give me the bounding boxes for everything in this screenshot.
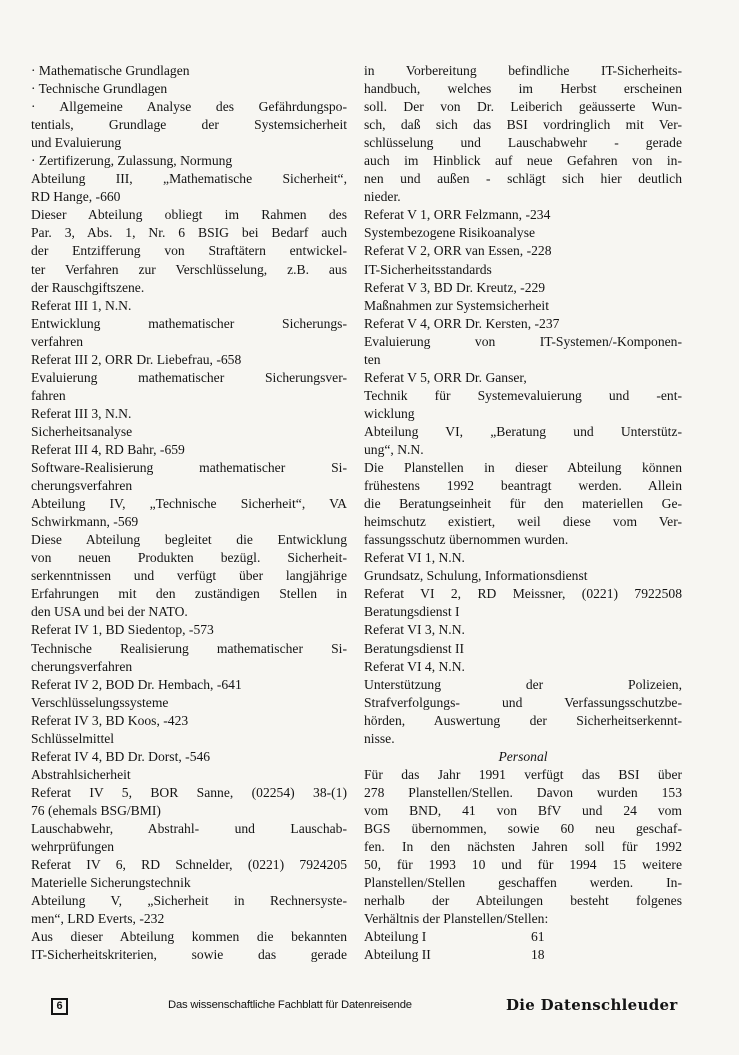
- text-line: hörden, Auswertung der Sicherheitserkennt-: [364, 712, 682, 728]
- text-line: IT-Sicherheitsstandards: [364, 261, 492, 277]
- text-line: Dieser Abteilung obliegt im Rahmen des: [31, 207, 347, 223]
- text-line: 50, für 1993 10 und für 1994 15 weitere: [364, 857, 682, 873]
- text-line: Software-Realisierung mathematischer Si-: [31, 460, 347, 476]
- text-line: serkenntnissen und verfügt über langjährige: [31, 568, 347, 584]
- text-line: die Beratungseinheit für den materiellen Ge-: [364, 496, 682, 512]
- text-line: sch, daß sich das BSI vordringlich mit Ver-: [364, 117, 682, 133]
- text-line: fen. In den nächsten Jahren soll für 1992: [364, 839, 682, 855]
- table-row: [364, 928, 682, 946]
- text-line: Technische Realisierung mathematischer Si-: [31, 640, 347, 656]
- text-line: Technik für Systemevaluierung und -ent-: [364, 387, 682, 403]
- text-line: fahren: [31, 387, 66, 403]
- text-line: Abstrahlsicherheit: [31, 766, 131, 782]
- row-label: Abteilung I: [364, 929, 427, 945]
- text-line: Par. 3, Abs. 1, Nr. 6 BSIG bei Bedarf auch: [31, 225, 347, 241]
- text-line: den USA und bei der NATO.: [31, 604, 188, 620]
- text-line: handbuch, welches im Herbst erscheinen: [364, 81, 682, 97]
- text-line: Die Planstellen in dieser Abteilung können: [364, 460, 682, 476]
- text-line: wicklung: [364, 405, 415, 421]
- page-number: 6: [51, 998, 68, 1015]
- text-line: Referat III 4, RD Bahr, -659: [31, 441, 185, 457]
- text-line: Referat IV 1, BD Siedentop, -573: [31, 622, 214, 638]
- text-line: Abteilung IV, „Technische Sicherheit“, VA: [31, 496, 347, 512]
- table-row: [364, 946, 682, 964]
- text-line: frühestens 1992 beantragt werden. Allein: [364, 478, 682, 494]
- text-line: vom BND, 41 von BfV und 24 vom: [364, 802, 682, 818]
- text-line: Referat V 1, ORR Felzmann, -234: [364, 207, 551, 223]
- text-line: Referat IV 4, BD Dr. Dorst, -546: [31, 748, 211, 764]
- text-line: Verschlüsselungssysteme: [31, 694, 169, 710]
- text-line: nen und außen - schlägt sich hier deutlich: [364, 171, 682, 187]
- text-line: ung“, N.N.: [364, 441, 424, 457]
- text-line: fassungsschutz übernommen wurden.: [364, 532, 569, 548]
- text-line: Entwicklung mathematischer Sicherungs-: [31, 315, 347, 331]
- text-line: Aus dieser Abteilung kommen die bekannten: [31, 929, 347, 945]
- text-line: 76 (ehemals BSG/BMI): [31, 802, 161, 818]
- text-line: verfahren: [31, 333, 84, 349]
- text-line: cherungsverfahren: [31, 658, 133, 674]
- text-line: nieder.: [364, 189, 401, 205]
- text-line: Verhältnis der Planstellen/Stellen:: [364, 911, 549, 927]
- text-line: · Mathematische Grundlagen: [31, 63, 190, 78]
- text-line: nisse.: [364, 730, 395, 746]
- text-line: cherungsverfahren: [31, 478, 133, 494]
- row-label: Abteilung II: [364, 947, 431, 963]
- text-line: Strafverfolgungs- und Verfassungsschutzbe-: [364, 694, 682, 710]
- text-line: Planstellen/Stellen geschaffen werden. In-: [364, 875, 682, 891]
- text-line: Lauschabwehr, Abstrahl- und Lauschab-: [31, 820, 347, 836]
- text-line: Grundsatz, Schulung, Informationsdienst: [364, 568, 588, 584]
- text-line: Referat IV 3, BD Koos, -423: [31, 712, 189, 728]
- masthead-logo: Die Datenschleuder: [506, 996, 678, 1014]
- text-line: Sicherheitsanalyse: [31, 423, 133, 439]
- row-value: 18: [531, 947, 545, 963]
- text-line: Referat III 2, ORR Dr. Liebefrau, -658: [31, 351, 242, 367]
- text-line: nerhalb der Abteilungen besteht folgenes: [364, 893, 682, 909]
- text-line: 278 Planstellen/Stellen. Davon wurden 153: [364, 784, 682, 800]
- text-line: Referat III 3, N.N.: [31, 405, 132, 421]
- text-line: RD Hange, -660: [31, 189, 121, 205]
- text-line: Diese Abteilung begleitet die Entwicklung: [31, 532, 347, 548]
- text-line: soll. Der von Dr. Leiberich geäusserte Wun-: [364, 99, 682, 115]
- text-line: auch im Hinblick auf neue Gefahren von in-: [364, 153, 682, 169]
- text-line: Evaluierung von IT-Systemen/-Komponen-: [364, 333, 682, 349]
- text-line: Referat IV 6, RD Schnelder, (0221) 7924205: [31, 857, 347, 873]
- text-line: ten: [364, 351, 381, 367]
- text-line: Beratungsdienst I: [364, 604, 460, 620]
- text-line: Referat VI 1, N.N.: [364, 550, 465, 566]
- text-line: Referat IV 5, BOR Sanne, (02254) 38-(1): [31, 784, 347, 800]
- text-line: Maßnahmen zur Systemsicherheit: [364, 297, 549, 313]
- text-line: Referat III 1, N.N.: [31, 297, 132, 313]
- text-line: und Evaluierung: [31, 135, 122, 151]
- text-line: BGS übernommen, sowie 60 neu geschaf-: [364, 820, 682, 836]
- page-footer: [0, 996, 739, 1020]
- text-line: Schlüsselmittel: [31, 730, 115, 746]
- text-line: Systembezogene Risikoanalyse: [364, 225, 536, 241]
- text-line: Unterstützung der Polizeien,: [364, 676, 682, 692]
- text-line: Referat V 3, BD Dr. Kreutz, -229: [364, 279, 546, 295]
- text-line: der Entzifferung von Straftätern entwickel-: [31, 243, 347, 259]
- text-line: Abteilung V, „Sicherheit in Rechnersyste-: [31, 893, 347, 909]
- text-line: Referat VI 2, RD Meissner, (0221) 7922508: [364, 586, 682, 602]
- text-line: Schwirkmann, -569: [31, 514, 139, 530]
- text-line: Für das Jahr 1991 verfügt das BSI über: [364, 766, 682, 782]
- section-heading: Personal: [498, 748, 548, 764]
- text-line: wehrprüfungen: [31, 839, 115, 855]
- text-line: Referat V 2, ORR van Essen, -228: [364, 243, 552, 259]
- text-line: tentials, Grundlage der Systemsicherheit: [31, 117, 347, 133]
- right-column: [364, 62, 682, 964]
- text-line: Materielle Sicherungstechnik: [31, 875, 191, 891]
- text-line: Referat V 4, ORR Dr. Kersten, -237: [364, 315, 560, 331]
- text-line: in Vorbereitung befindliche IT-Sicherheits-: [364, 63, 682, 78]
- left-column: [31, 62, 347, 964]
- text-line: Abteilung VI, „Beratung und Unterstütz-: [364, 423, 682, 439]
- text-line: ter Verfahren zur Verschlüsselung, z.B. aus: [31, 261, 347, 277]
- text-line: IT-Sicherheitskriterien, sowie das gerade: [31, 947, 347, 963]
- footer-tagline: Das wissenschaftliche Fachblatt für Datenreisende: [168, 999, 412, 1011]
- text-line: Beratungsdienst II: [364, 640, 465, 656]
- text-line: · Zertifizerung, Zulassung, Normung: [31, 153, 233, 169]
- text-line: men“, LRD Everts, -232: [31, 911, 165, 927]
- text-line: der Rauschgiftszene.: [31, 279, 145, 295]
- text-line: · Technische Grundlagen: [31, 81, 168, 97]
- text-line: Referat IV 2, BOD Dr. Hembach, -641: [31, 676, 242, 692]
- text-line: von neuen Produkten bezügl. Sicherheit-: [31, 550, 347, 566]
- text-line: Referat VI 3, N.N.: [364, 622, 465, 638]
- text-line: · Allgemeine Analyse des Gefährdungspo-: [31, 99, 347, 115]
- text-line: Erfahrungen mit den zuständigen Stellen in: [31, 586, 347, 602]
- row-value: 61: [531, 929, 545, 945]
- text-line: Referat V 5, ORR Dr. Ganser,: [364, 369, 527, 385]
- text-line: Abteilung III, „Mathematische Sicherheit“,: [31, 171, 347, 187]
- text-line: schlüsselung und Lauschabwehr - gerade: [364, 135, 682, 151]
- text-line: heimschutz existiert, weil diese vom Ver-: [364, 514, 682, 530]
- text-line: Evaluierung mathematischer Sicherungsver-: [31, 369, 347, 385]
- text-line: Referat VI 4, N.N.: [364, 658, 465, 674]
